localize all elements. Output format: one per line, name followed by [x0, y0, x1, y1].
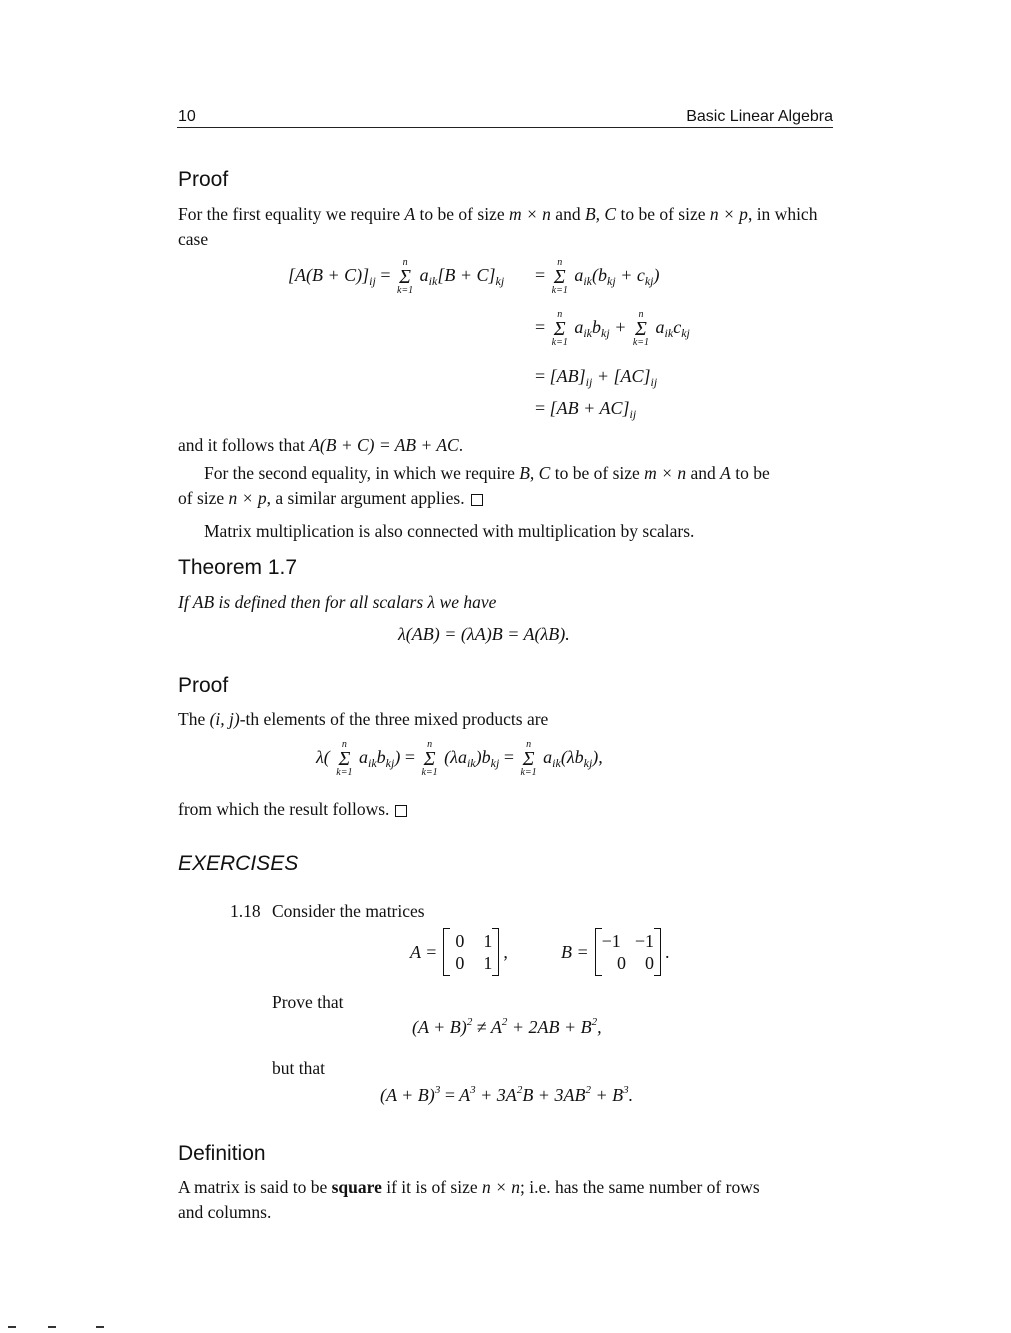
definition-heading: Definition [178, 1142, 266, 1165]
theorem-heading: Theorem 1.7 [178, 556, 298, 579]
theorem-equation: λ(AB) = (λA)B = A(λB). [398, 624, 570, 644]
scan-mark [48, 1326, 56, 1328]
matrix-B: B = −1 −1 0 0 . [561, 928, 669, 976]
definition-text: A matrix is said to be square if it is of size n × n; i.e. has the same number of rows [178, 1177, 760, 1197]
running-title: Basic Linear Algebra [686, 108, 833, 125]
equation-line-1-rhs: = n Σ k=1 $a_{ik}(b_{kj} + c_{kj})$ [535, 257, 660, 296]
proof2-intro: The (i, j)-th elements of the three mixed products are [178, 709, 549, 729]
equation-line-3: = $[AB]_{ij} + [AC]_{ij}$ [535, 366, 658, 389]
equation-line-2: = n Σ k=1 $a_{ik}b_{kj}$ + n Σ k=1 $a_{ik}c_{kj}$ [535, 309, 690, 348]
proof2-conclusion: from which the result follows. [178, 797, 407, 822]
second-equality-line-2: of size n × p, a similar argument applies. [178, 486, 483, 511]
theorem-statement: If AB is defined then for all scalars λ we have [178, 592, 497, 612]
definition-text-2: and columns. [178, 1202, 272, 1222]
matrix-A: A = 0 1 0 1 , [410, 928, 508, 976]
header-rule [177, 127, 833, 128]
equation-line-1: $[A(B + C)]_{ij}$ = n Σ k=1 $a_{ik}[B + C]_{kj}$ [288, 257, 505, 296]
page-number: 10 [178, 108, 196, 125]
proof2-equation: λ( n Σ k=1 $a_{ik}b_{kj}$) = n Σ k=1 $(\lambda a_{ik})b_{kj}$ = n Σ k=1 $a_{ik}(\lambda b_{kj})$, [316, 739, 603, 778]
proof-intro: For the first equality we require A to be of size m × n and B, C to be of size n × p, in which case [178, 204, 818, 249]
qed-box [395, 805, 407, 817]
matrix-A-body: 0 1 0 1 [443, 928, 499, 976]
equation-line-4: = $[AB + AC]_{ij}$ [535, 398, 637, 421]
exercise-number: 1.18 [230, 901, 261, 921]
scan-mark [96, 1326, 104, 1328]
proof-heading: Proof [178, 168, 229, 191]
second-equality-line: For the second equality, in which we require B, C to be of size m × n and A to be [204, 463, 770, 483]
exercise-prompt: Consider the matrices [272, 901, 425, 921]
transition-text: Matrix multiplication is also connected with multiplication by scalars. [204, 521, 695, 541]
qed-box [471, 494, 483, 506]
matrix-B-body: −1 −1 0 0 [595, 928, 661, 976]
scan-mark [8, 1326, 16, 1328]
but-that-label: but that [272, 1058, 325, 1078]
proof-heading-2: Proof [178, 674, 229, 697]
follows-line: and it follows that A(B + C) = AB + AC. [178, 435, 464, 455]
exercises-heading: EXERCISES [178, 852, 299, 875]
inequality-equation: $(A + B)^2 \ne A^2 + 2AB + B^2$, [412, 1016, 602, 1037]
prove-that-label: Prove that [272, 992, 344, 1012]
cube-equation: $(A + B)^3 = A^3 + 3A^2B + 3AB^2 + B^3$. [380, 1084, 634, 1105]
